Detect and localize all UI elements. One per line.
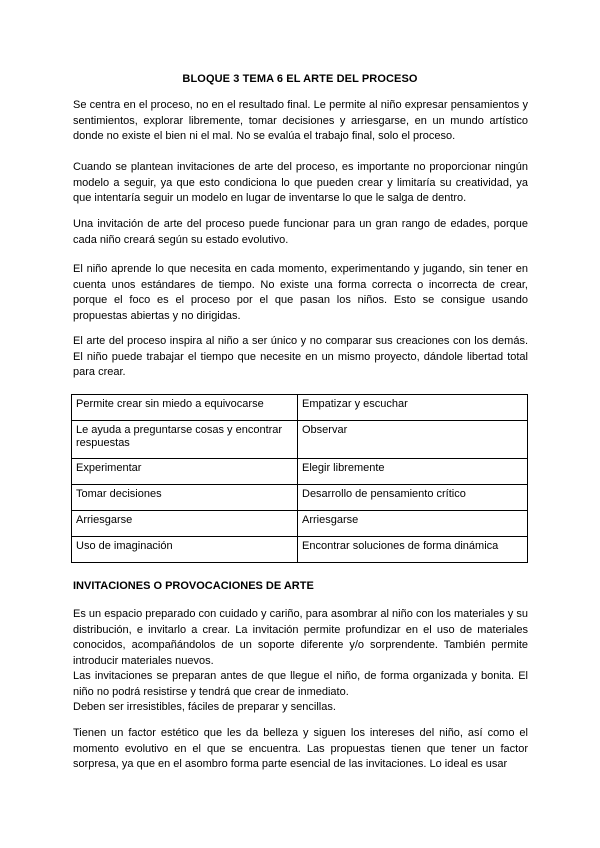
table-cell: Empatizar y escuchar xyxy=(298,395,528,421)
paragraph-line: Deben ser irresistibles, fáciles de preparar y sencillas. xyxy=(73,701,336,713)
table-cell: Arriesgarse xyxy=(298,511,528,537)
table-cell: Permite crear sin miedo a equivocarse xyxy=(72,395,298,421)
table-row xyxy=(72,395,528,421)
paragraph-line: Es un espacio preparado con cuidado y cariño, para asombrar al niño con los materiales y su distribución, e invitarlo a crear. La invitación permite profundizar en el uso de materiales conocidos, acompañándolos de un soporte diferente y/o sorprendente. También permite introducir materiales nuevos. xyxy=(73,608,528,667)
table-cell: Uso de imaginación xyxy=(72,537,298,563)
table-cell: Desarrollo de pensamiento crítico xyxy=(298,485,528,511)
benefits-table xyxy=(71,394,528,563)
table-row xyxy=(72,459,528,485)
paragraph-intro: Se centra en el proceso, no en el resultado final. Le permite al niño expresar pensamientos y sentimientos, explorar libremente, tomar decisiones y arriesgarse, en un mundo artístico donde no existe el bien ni el mal. No se evalúa el trabajo final, solo el proceso. xyxy=(73,99,528,142)
paragraph-aesthetic: Tienen un factor estético que les da belleza y siguen los intereses del niño, así como el momento evolutivo en el que se encuentra. Las propuestas tienen que tener un factor sorpresa, ya que en el asombro forma parte esencial de las invitaciones. Lo ideal es usar xyxy=(73,727,528,770)
table-cell: Elegir libremente xyxy=(298,459,528,485)
page-title: BLOQUE 3 TEMA 6 EL ARTE DEL PROCESO xyxy=(182,73,418,85)
paragraph-learning: El niño aprende lo que necesita en cada momento, experimentando y jugando, sin tener en cuenta unos estándares de tiempo. No existe una forma correcta o incorrecta de crear, porque el foco es el proceso por el que pasan los niños. Esto se consigue usando propuestas abiertas y no dirigidas. xyxy=(73,263,528,322)
table-row xyxy=(72,511,528,537)
table-cell: Observar xyxy=(298,421,528,459)
section-heading: INVITACIONES O PROVOCACIONES DE ARTE xyxy=(73,580,314,592)
table-cell: Arriesgarse xyxy=(72,511,298,537)
paragraph-invitation-definition xyxy=(73,607,528,716)
paragraph-unique: El arte del proceso inspira al niño a ser único y no comparar sus creaciones con los demás. El niño puede trabajar el tiempo que necesite en un mismo proyecto, dándole libertad total para crear. xyxy=(73,335,528,378)
paragraph-no-model: Cuando se plantean invitaciones de arte del proceso, es importante no proporcionar ningún modelo a seguir, ya que esto condiciona lo que pueden crear y limitaría su creatividad, ya que intentaría seguir un modelo en lugar de inventarse lo que le salga de dentro. xyxy=(73,161,528,204)
table-cell: Le ayuda a preguntarse cosas y encontrar respuestas xyxy=(72,421,298,459)
table-cell: Experimentar xyxy=(72,459,298,485)
table-row xyxy=(72,485,528,511)
table-row xyxy=(72,537,528,563)
table-cell: Encontrar soluciones de forma dinámica xyxy=(298,537,528,563)
table-cell: Tomar decisiones xyxy=(72,485,298,511)
table-row xyxy=(72,421,528,459)
paragraph-age-range: Una invitación de arte del proceso puede funcionar para un gran rango de edades, porque cada niño creará según su estado evolutivo. xyxy=(73,218,528,246)
paragraph-line: Las invitaciones se preparan antes de que llegue el niño, de forma organizada y bonita. El niño no podrá resistirse y tendrá que crear de inmediato. xyxy=(73,670,528,698)
